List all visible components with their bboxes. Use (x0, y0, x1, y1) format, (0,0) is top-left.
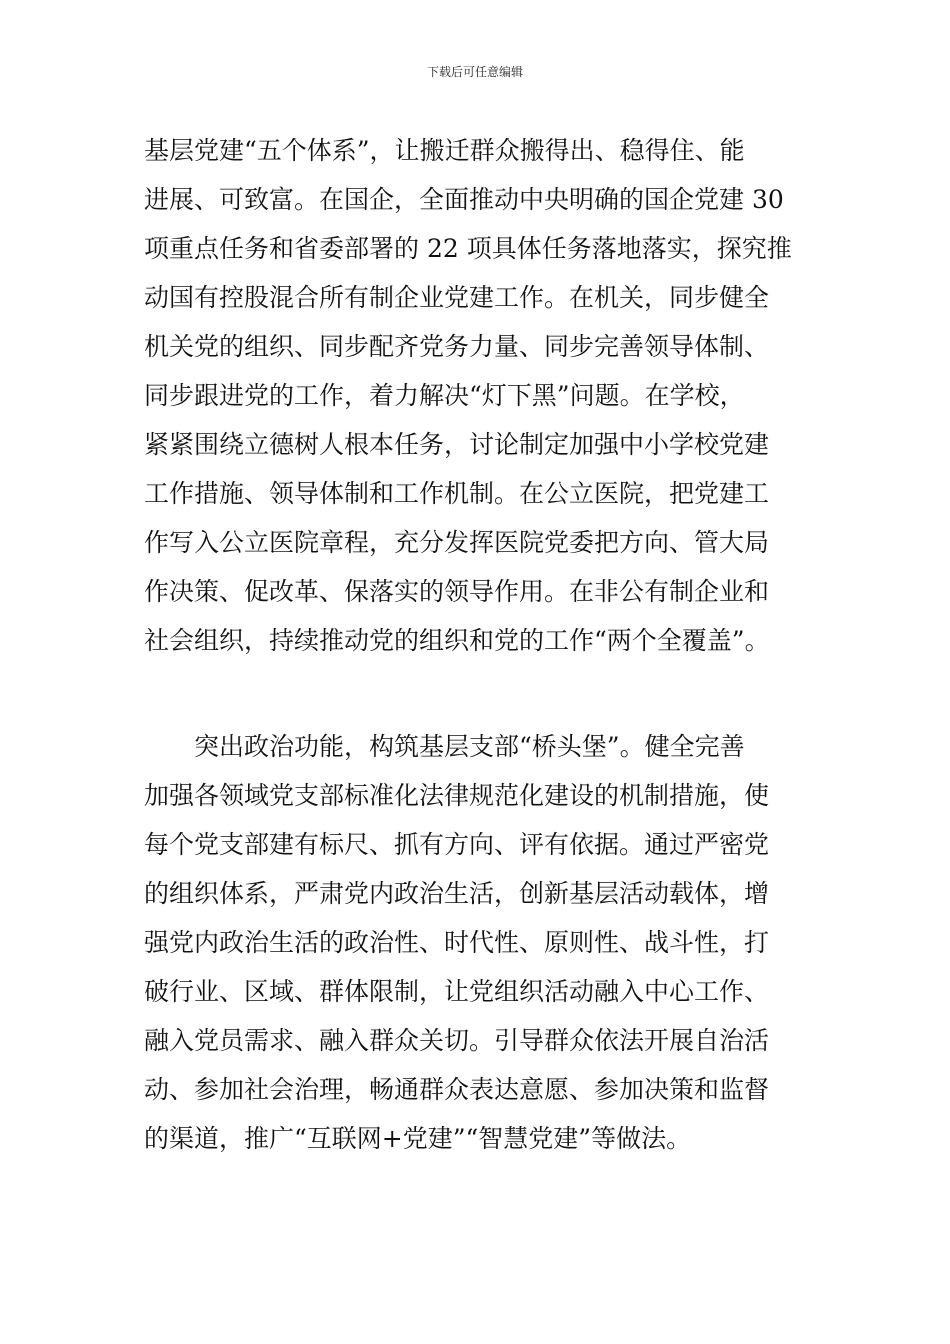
paragraph-line: 破行业、区域、群体限制，让党组织活动融入中心工作、 (144, 977, 770, 1006)
paragraph-line: 同步跟进党的工作，着力解决“灯下黑”问题。在学校， (144, 381, 745, 410)
paragraph-line: 工作措施、领导体制和工作机制。在公立医院，把党建工 (144, 479, 770, 508)
paragraph-line: 项重点任务和省委部署的 22 项具体任务落地落实，探究推 (144, 234, 792, 263)
paragraph-line: 动国有控股混合所有制企业党建工作。在机关，同步健全 (144, 283, 770, 312)
paragraph-line: 加强各领域党支部标准化法律规范化建设的机制措施，使 (144, 781, 770, 810)
paragraph-2 (144, 722, 814, 1163)
paragraph-line: 基层党建“五个体系”，让搬迁群众搬得出、稳得住、能 (144, 136, 745, 165)
paragraph-line: 动、参加社会治理，畅通群众表达意愿、参加决策和监督 (144, 1075, 770, 1104)
paragraph-1 (144, 126, 814, 665)
paragraph-line: 的组织体系，严肃党内政治生活，创新基层活动载体，增 (144, 879, 770, 908)
paragraph-line: 每个党支部建有标尺、抓有方向、评有依据。通过严密党 (144, 830, 770, 859)
paragraph-line: 强党内政治生活的政治性、时代性、原则性、战斗性，打 (144, 928, 770, 957)
paragraph-line: 突出政治功能，构筑基层支部“桥头堡”。健全完善 (144, 732, 745, 761)
paragraph-line: 进展、可致富。在国企，全面推动中央明确的国企党建 30 (144, 185, 784, 214)
paragraph-line: 融入党员需求、融入群众关切。引导群众依法开展自治活 (144, 1026, 770, 1055)
paragraph-line: 紧紧围绕立德树人根本任务，讨论制定加强中小学校党建 (144, 430, 770, 459)
paragraph-line: 作决策、促改革、保落实的领导作用。在非公有制企业和 (144, 577, 770, 606)
paragraph-line: 社会组织，持续推动党的组织和党的工作“两个全覆盖”。 (144, 626, 770, 655)
paragraph-line: 机关党的组织、同步配齐党务力量、同步完善领导体制、 (144, 332, 770, 361)
paragraph-line: 的渠道，推广“互联网+党建”“智慧党建”等做法。 (144, 1124, 692, 1153)
paragraph-line: 作写入公立医院章程，充分发挥医院党委把方向、管大局 (144, 528, 770, 557)
header-note: 下载后可任意编辑 (426, 65, 523, 79)
